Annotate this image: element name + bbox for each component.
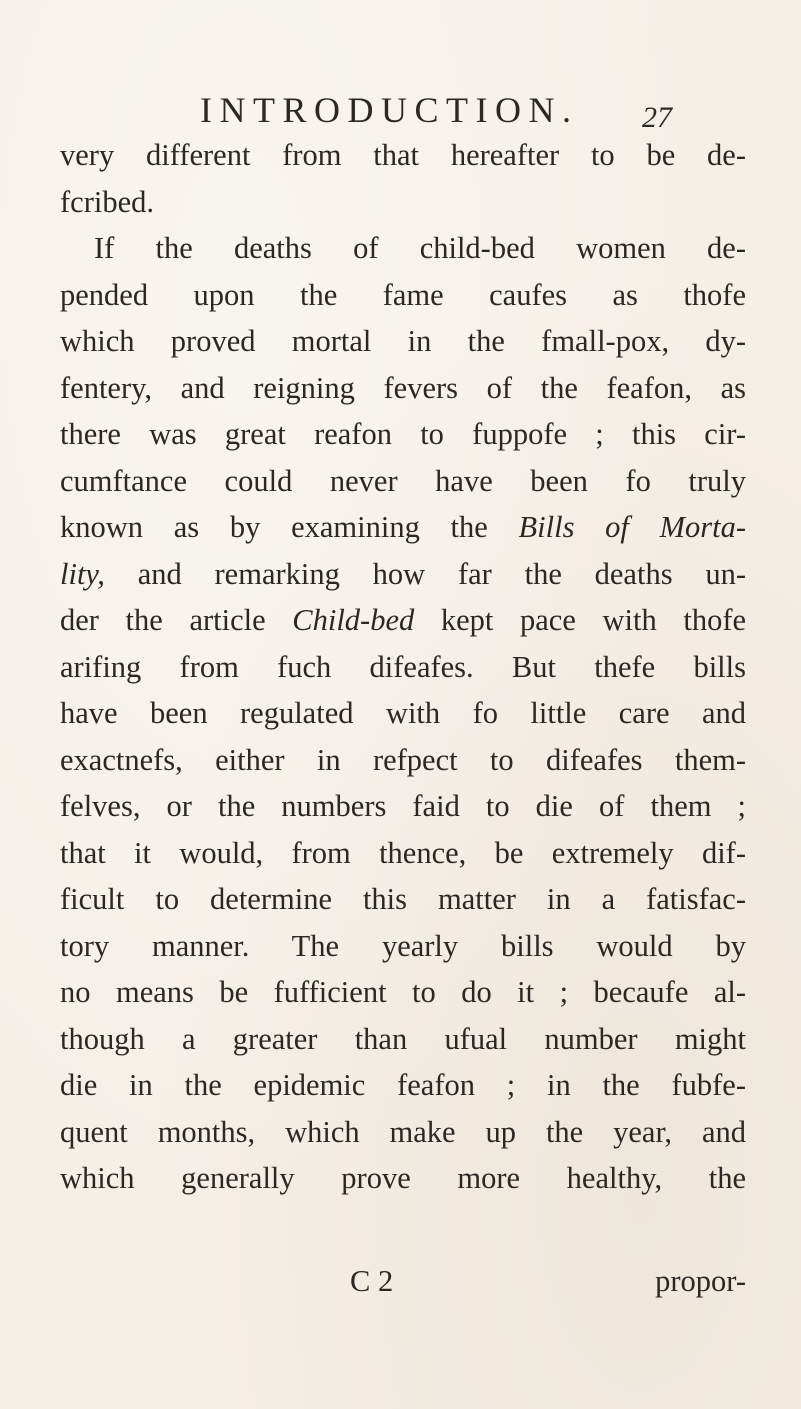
text-segment: known as by examining the	[60, 510, 488, 544]
text-line: ficult to determine this matter in a fatisfac-	[60, 882, 746, 916]
text-line: though a greater than ufual number might	[60, 1021, 746, 1056]
text-line: which proved mortal in the fmall-pox, dy-	[60, 324, 746, 358]
text-line: no means be fufficient to do it ; becaufe al-	[60, 975, 746, 1009]
text-line: fentery, and reigning fevers of the feafon, as	[60, 370, 746, 405]
text-line: very different from that hereafter to be de-	[60, 138, 746, 172]
text-line: there was great reafon to fuppofe ; this cir-	[60, 417, 746, 451]
text-line: felves, or the numbers faid to die of them ;	[60, 789, 746, 823]
text-line: which generally prove more healthy, the	[60, 1161, 746, 1195]
body-text	[60, 132, 746, 1202]
text-line: die in the epidemic feafon ; in the fubfe-	[60, 1068, 746, 1102]
italic-reference: lity,	[60, 556, 105, 591]
text-segment: der the article	[60, 603, 266, 637]
catchword: propor-	[655, 1264, 746, 1298]
text-line	[60, 597, 746, 644]
text-line	[60, 504, 746, 551]
text-line	[60, 551, 746, 598]
page-footer	[60, 1258, 746, 1304]
text-segment: kept pace with thofe	[440, 603, 747, 637]
text-line: If the deaths of child-bed women de-	[94, 231, 746, 265]
running-head	[200, 88, 680, 136]
text-line: quent months, which make up the year, and	[60, 1114, 746, 1149]
text-line: tory manner. The yearly bills would by	[60, 928, 746, 963]
text-line: exactnefs, either in refpect to difeafes them-	[60, 742, 746, 777]
italic-reference: Child-bed	[292, 603, 415, 637]
text-line: arifing from fuch difeafes. But thefe bills	[60, 649, 746, 684]
running-title: INTRODUCTION.	[200, 90, 579, 130]
text-line: fcribed.	[60, 184, 154, 219]
italic-reference: Bills of Morta-	[518, 510, 746, 544]
text-line: pended upon the fame caufes as thofe	[60, 277, 746, 312]
signature-mark: C 2	[350, 1264, 394, 1298]
page-number: 27	[642, 101, 672, 134]
text-line: that it would, from thence, be extremely dif-	[60, 835, 746, 870]
text-line: have been regulated with fo little care and	[60, 696, 746, 730]
text-line: cumftance could never have been fo truly	[60, 463, 746, 498]
text-segment: and remarking how far the deaths un-	[137, 556, 747, 591]
